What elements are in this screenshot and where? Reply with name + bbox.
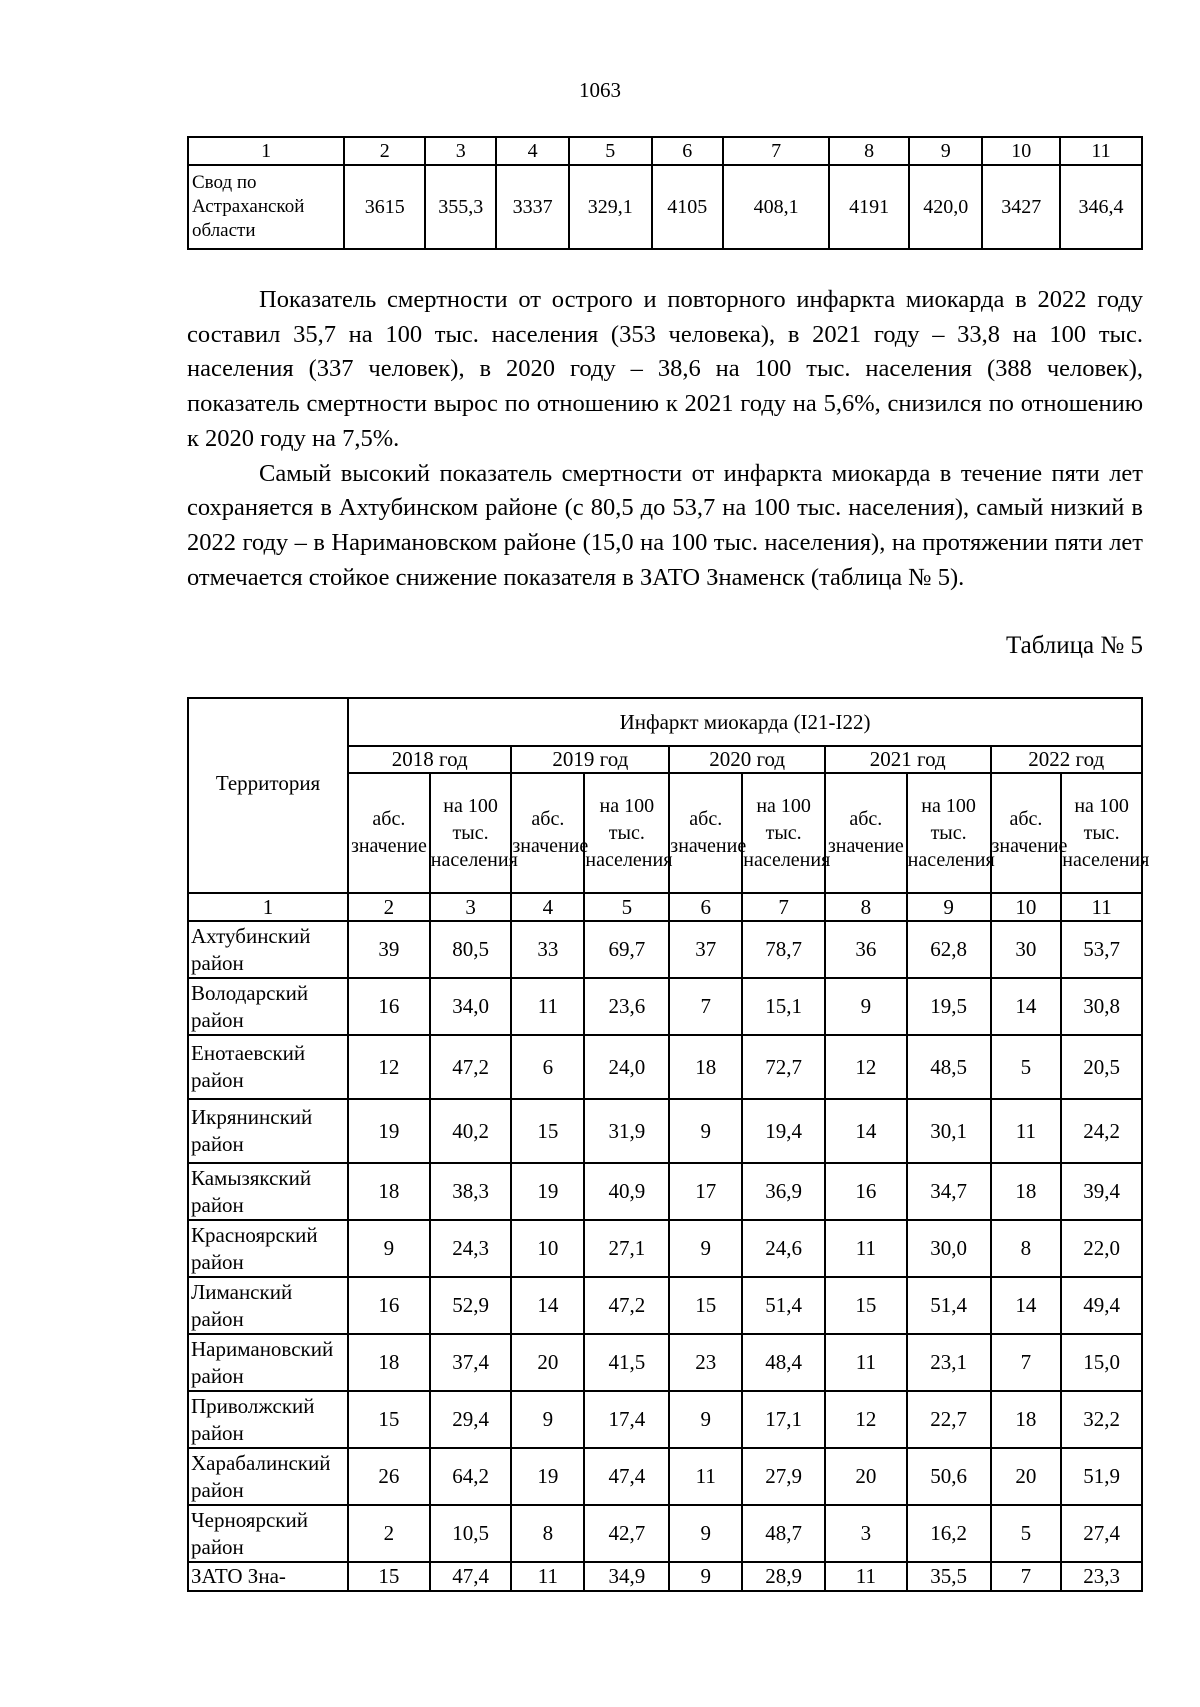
column-number: 9 [907, 893, 991, 921]
table-cell: 5 [991, 1035, 1062, 1099]
table-row [188, 978, 1142, 1035]
table-row [188, 1505, 1142, 1562]
table-cell: 24,6 [742, 1220, 825, 1277]
table-cell: 9 [669, 1099, 742, 1163]
table-cell: 34,7 [907, 1163, 991, 1220]
abs-value-header: абс. значение [825, 773, 907, 893]
per-100k-header: на 100 тыс. населения [907, 773, 991, 893]
column-number: 6 [652, 137, 723, 165]
column-number: 3 [430, 893, 512, 921]
table-cell: 15 [511, 1099, 584, 1163]
table-cell: 14 [825, 1099, 907, 1163]
table-cell: 23,1 [907, 1334, 991, 1391]
column-number: 3 [425, 137, 496, 165]
table-cell: 9 [511, 1391, 584, 1448]
group-header: Инфаркт миокарда (I21-I22) [348, 698, 1142, 746]
column-number: 8 [825, 893, 907, 921]
table-cell: 7 [991, 1562, 1062, 1591]
territory-name: Харабалинский район [188, 1448, 348, 1505]
table-row [188, 1220, 1142, 1277]
column-number: 1 [188, 893, 348, 921]
table-5 [187, 697, 1150, 1592]
table-cell: 15 [348, 1562, 430, 1591]
table-cell: 17,4 [584, 1391, 669, 1448]
body-text [187, 283, 1143, 595]
table-cell: 17 [669, 1163, 742, 1220]
table-cell: 24,3 [430, 1220, 512, 1277]
table-cell: 16 [825, 1163, 907, 1220]
table-cell: 2 [348, 1505, 430, 1562]
table-cell: 72,7 [742, 1035, 825, 1099]
table-row [188, 1448, 1142, 1505]
table-cell: 7 [669, 978, 742, 1035]
table-row [188, 1277, 1142, 1334]
territory-name: Наримановский район [188, 1334, 348, 1391]
table-cell: 47,4 [430, 1562, 512, 1591]
table-cell: 38,3 [430, 1163, 512, 1220]
table-cell: 14 [511, 1277, 584, 1334]
table-cell: 30,1 [907, 1099, 991, 1163]
table-cell: 5 [991, 1505, 1062, 1562]
abs-value-header: абс. значение [669, 773, 742, 893]
territory-name: ЗАТО Зна- [188, 1562, 348, 1591]
table-cell: 15,0 [1061, 1334, 1142, 1391]
table-cell: 37,4 [430, 1334, 512, 1391]
column-number: 7 [723, 137, 829, 165]
table-cell: 30 [991, 921, 1062, 978]
table-cell: 10,5 [430, 1505, 512, 1562]
table-cell: 62,8 [907, 921, 991, 978]
column-number: 11 [1061, 893, 1142, 921]
year-header: 2020 год [669, 746, 825, 773]
column-number: 4 [496, 137, 568, 165]
table-cell: 49,4 [1061, 1277, 1142, 1334]
column-number: 4 [511, 893, 584, 921]
territory-name: Черноярский район [188, 1505, 348, 1562]
per-100k-header: на 100 тыс. населения [1061, 773, 1142, 893]
table-cell: 23 [669, 1334, 742, 1391]
table-cell: 11 [511, 978, 584, 1035]
table-cell: 69,7 [584, 921, 669, 978]
column-number-row [188, 137, 1142, 165]
table-cell: 19 [348, 1099, 430, 1163]
table-cell: 10 [511, 1220, 584, 1277]
column-number: 7 [742, 893, 825, 921]
table-cell: 9 [669, 1562, 742, 1591]
paragraph: Самый высокий показатель смертности от инфаркта миокарда в течение пяти лет сохраняется в Ахтубинском районе (с 80,5 до 53,7 на 100 тыс. населения), самый низкий в 2022 году – в Наримановском районе (15,0 на 100 тыс. населения), на протяжении пяти лет отмечается стойкое снижение показателя в ЗАТО Знаменск (таблица № 5). [187, 459, 1143, 591]
table-cell: 34,0 [430, 978, 512, 1035]
table-cell: 22,0 [1061, 1220, 1142, 1277]
column-number: 10 [991, 893, 1062, 921]
table-cell: 19,5 [907, 978, 991, 1035]
table-cell: 40,9 [584, 1163, 669, 1220]
column-number: 2 [344, 137, 425, 165]
table-cell: 16 [348, 978, 430, 1035]
table-cell: 23,6 [584, 978, 669, 1035]
table-cell: 3615 [344, 165, 425, 249]
table-cell: 27,1 [584, 1220, 669, 1277]
table-cell: 18 [991, 1163, 1062, 1220]
territory-header: Территория [188, 698, 348, 893]
table-cell: 11 [511, 1562, 584, 1591]
table-cell: 47,4 [584, 1448, 669, 1505]
table-cell: 3337 [496, 165, 568, 249]
table-cell: 47,2 [430, 1035, 512, 1099]
table-cell: 3 [825, 1505, 907, 1562]
table-cell: 6 [511, 1035, 584, 1099]
table-cell: 7 [991, 1334, 1062, 1391]
table-row [188, 1562, 1142, 1591]
table-row [188, 1391, 1142, 1448]
table-row [188, 921, 1142, 978]
abs-value-header: абс. значение [348, 773, 430, 893]
table-cell: 11 [825, 1562, 907, 1591]
table-row [188, 1163, 1142, 1220]
table-cell: 27,9 [742, 1448, 825, 1505]
per-100k-header: на 100 тыс. населения [430, 773, 512, 893]
table-cell: 23,3 [1061, 1562, 1142, 1591]
table-cell: 19 [511, 1448, 584, 1505]
table-cell: 41,5 [584, 1334, 669, 1391]
table-cell: 20 [511, 1334, 584, 1391]
table-cell: 420,0 [909, 165, 982, 249]
table-cell: 26 [348, 1448, 430, 1505]
table-cell: 18 [348, 1334, 430, 1391]
table-cell: 15 [348, 1391, 430, 1448]
territory-name: Енотаевский район [188, 1035, 348, 1099]
paragraph: Показатель смертности от острого и повторного инфаркта миокарда в 2022 году составил 35,7 на 100 тыс. населения (353 человека), в 2021 году – 33,8 на 100 тыс. населения (337 человек), в 2020 году – 38,6 на 100 тыс. населения (388 человек), показатель смертности вырос по отношению к 2021 году на 5,6%, снизился по отношению к 2020 году на 7,5%. [187, 286, 1143, 452]
table-cell: 51,9 [1061, 1448, 1142, 1505]
table-cell: 8 [511, 1505, 584, 1562]
per-100k-header: на 100 тыс. населения [742, 773, 825, 893]
abs-value-header: абс. значение [991, 773, 1062, 893]
table-cell: 51,4 [742, 1277, 825, 1334]
table-cell: 48,4 [742, 1334, 825, 1391]
table-cell: 30,8 [1061, 978, 1142, 1035]
table-cell: 11 [991, 1099, 1062, 1163]
table-cell: 51,4 [907, 1277, 991, 1334]
table-row [188, 1099, 1142, 1163]
column-number: 5 [569, 137, 652, 165]
table-cell: 14 [991, 978, 1062, 1035]
table-cell: 15,1 [742, 978, 825, 1035]
table-cell: 20 [991, 1448, 1062, 1505]
column-number: 10 [982, 137, 1060, 165]
table-cell: 35,5 [907, 1562, 991, 1591]
territory-name: Икрянинский район [188, 1099, 348, 1163]
table-cell: 22,7 [907, 1391, 991, 1448]
territory-name: Красноярский район [188, 1220, 348, 1277]
table-cell: 19,4 [742, 1099, 825, 1163]
table-cell: 48,5 [907, 1035, 991, 1099]
table-cell: 11 [825, 1334, 907, 1391]
column-number: 5 [584, 893, 669, 921]
table-cell: 8 [991, 1220, 1062, 1277]
table-cell: 28,9 [742, 1562, 825, 1591]
table-cell: 12 [825, 1035, 907, 1099]
table-row [188, 1035, 1142, 1099]
table-cell: 346,4 [1060, 165, 1142, 249]
continuation-table [187, 136, 1143, 250]
territory-name: Володарский район [188, 978, 348, 1035]
table-row [188, 1334, 1142, 1391]
territory-name: Лиманский район [188, 1277, 348, 1334]
table-cell: 16 [348, 1277, 430, 1334]
table-cell: 20,5 [1061, 1035, 1142, 1099]
table-cell: 78,7 [742, 921, 825, 978]
table-cell: 48,7 [742, 1505, 825, 1562]
territory-name: Приволжский район [188, 1391, 348, 1448]
territory-name: Камызякский район [188, 1163, 348, 1220]
table-cell: 47,2 [584, 1277, 669, 1334]
table-cell: 39 [348, 921, 430, 978]
year-header: 2021 год [825, 746, 991, 773]
table-cell: 64,2 [430, 1448, 512, 1505]
table-cell: 12 [348, 1035, 430, 1099]
table-cell: 24,0 [584, 1035, 669, 1099]
table-cell: 12 [825, 1391, 907, 1448]
table-cell: 34,9 [584, 1562, 669, 1591]
table-cell: 15 [825, 1277, 907, 1334]
table-cell: 18 [991, 1391, 1062, 1448]
table-cell: 31,9 [584, 1099, 669, 1163]
table-cell: 9 [669, 1220, 742, 1277]
column-number: 11 [1060, 137, 1142, 165]
table-cell: 17,1 [742, 1391, 825, 1448]
table-cell: 27,4 [1061, 1505, 1142, 1562]
table-cell: 4105 [652, 165, 723, 249]
column-number: 6 [669, 893, 742, 921]
table-cell: 329,1 [569, 165, 652, 249]
page-number: 1063 [579, 78, 621, 102]
table-cell: 40,2 [430, 1099, 512, 1163]
table-cell: 18 [669, 1035, 742, 1099]
table-cell: 408,1 [723, 165, 829, 249]
table-cell: 15 [669, 1277, 742, 1334]
table-cell: 36 [825, 921, 907, 978]
summary-row [188, 165, 1142, 249]
row-label: Свод по Астраханской области [188, 165, 344, 249]
table-cell: 9 [825, 978, 907, 1035]
table-cell: 11 [825, 1220, 907, 1277]
table-cell: 19 [511, 1163, 584, 1220]
table-cell: 9 [669, 1505, 742, 1562]
table-cell: 18 [348, 1163, 430, 1220]
table-cell: 9 [669, 1391, 742, 1448]
table-cell: 52,9 [430, 1277, 512, 1334]
table-caption: Таблица № 5 [1005, 632, 1143, 659]
table-cell: 355,3 [425, 165, 496, 249]
year-header: 2022 год [991, 746, 1142, 773]
table-cell: 37 [669, 921, 742, 978]
column-number: 2 [348, 893, 430, 921]
abs-value-header: абс. значение [511, 773, 584, 893]
table-cell: 11 [669, 1448, 742, 1505]
table-cell: 50,6 [907, 1448, 991, 1505]
column-number: 9 [909, 137, 982, 165]
table-cell: 14 [991, 1277, 1062, 1334]
per-100k-header: на 100 тыс. населения [584, 773, 669, 893]
table-cell: 3427 [982, 165, 1060, 249]
table-cell: 36,9 [742, 1163, 825, 1220]
table-cell: 33 [511, 921, 584, 978]
column-number: 1 [188, 137, 344, 165]
table-cell: 32,2 [1061, 1391, 1142, 1448]
table-cell: 4191 [829, 165, 909, 249]
table-cell: 80,5 [430, 921, 512, 978]
table-cell: 30,0 [907, 1220, 991, 1277]
table-cell: 42,7 [584, 1505, 669, 1562]
table-cell: 39,4 [1061, 1163, 1142, 1220]
column-number-row [188, 893, 1142, 921]
year-header: 2019 год [511, 746, 669, 773]
column-number: 8 [829, 137, 909, 165]
table-cell: 9 [348, 1220, 430, 1277]
territory-name: Ахтубинский район [188, 921, 348, 978]
table-cell: 20 [825, 1448, 907, 1505]
year-header: 2018 год [348, 746, 511, 773]
table-cell: 53,7 [1061, 921, 1142, 978]
table-cell: 24,2 [1061, 1099, 1142, 1163]
table-cell: 16,2 [907, 1505, 991, 1562]
table-cell: 29,4 [430, 1391, 512, 1448]
